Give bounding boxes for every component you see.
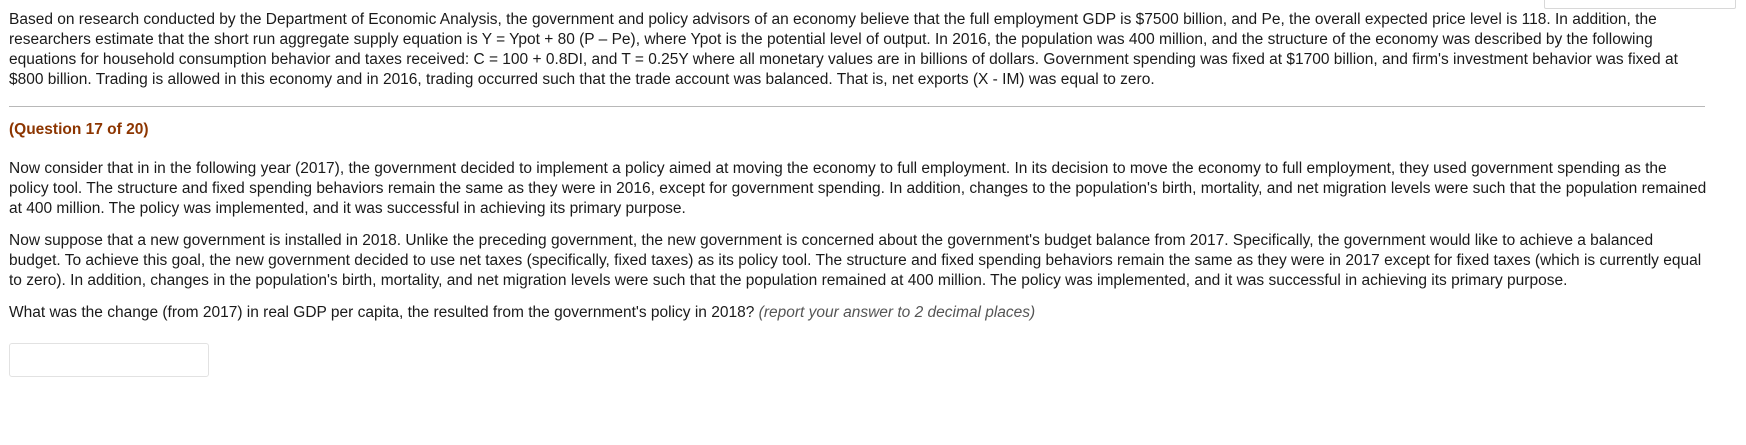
question-number: (Question 17 of 20)	[9, 121, 149, 138]
question-prompt	[9, 303, 1709, 323]
question-paragraph-2017: Now consider that in in the following year (2017), the government decided to implement a policy aimed at moving the economy to full employment. In its decision to move the economy to full employment, they used government spending as the policy tool. The structure and fixed spending behaviors remain the same as they were in 2016, except for government spending. In addition, changes to the population's birth, mortality, and net migration levels were such that the population remained at 400 million. The policy was implemented, and it was successful in achieving its primary purpose.	[9, 160, 1707, 217]
answer-input[interactable]	[9, 343, 209, 377]
question-page	[9, 10, 1709, 377]
top-right-frame	[1544, 0, 1736, 9]
question-prompt-text: What was the change (from 2017) in real GDP per capita, the resulted from the government's policy in 2018?	[9, 304, 759, 321]
answer-format-hint: (report your answer to 2 decimal places)	[758, 304, 1036, 321]
intro-paragraph: Based on research conducted by the Department of Economic Analysis, the government and policy advisors of an economy believe that the full employment GDP is $7500 billion, and Pe, the overall expected price level is 118. In addition, the researchers estimate that the short run aggregate supply equation is Y = Ypot + 80 (P – Pe), where Ypot is the potential level of output. In 2016, the population was 400 million, and the structure of the economy was described by the following equations for household consumption behavior and taxes received: C = 100 + 0.8DI, and T = 0.25Y where all monetary values are in billions of dollars. Government spending was fixed at $1700 billion, and firm's investment behavior was fixed at $800 billion. Trading is allowed in this economy and in 2016, trading occurred such that the trade account was balanced. That is, net exports (X - IM) was equal to zero.	[9, 11, 1678, 88]
section-divider	[9, 106, 1705, 107]
question-paragraph-2018: Now suppose that a new government is installed in 2018. Unlike the preceding government, the new government is concerned about the government's budget balance from 2017. Specifically, the government would like to achieve a balanced budget. To achieve this goal, the new government decided to use net taxes (specifically, fixed taxes) as its policy tool. The structure and fixed spending behaviors remain the same as they were in 2017 except for fixed taxes (which is currently equal to zero). In addition, changes in the population's birth, mortality, and net migration levels were such that the population remained at 400 million. The policy was implemented, and it was successful in achieving its primary purpose.	[9, 232, 1702, 289]
